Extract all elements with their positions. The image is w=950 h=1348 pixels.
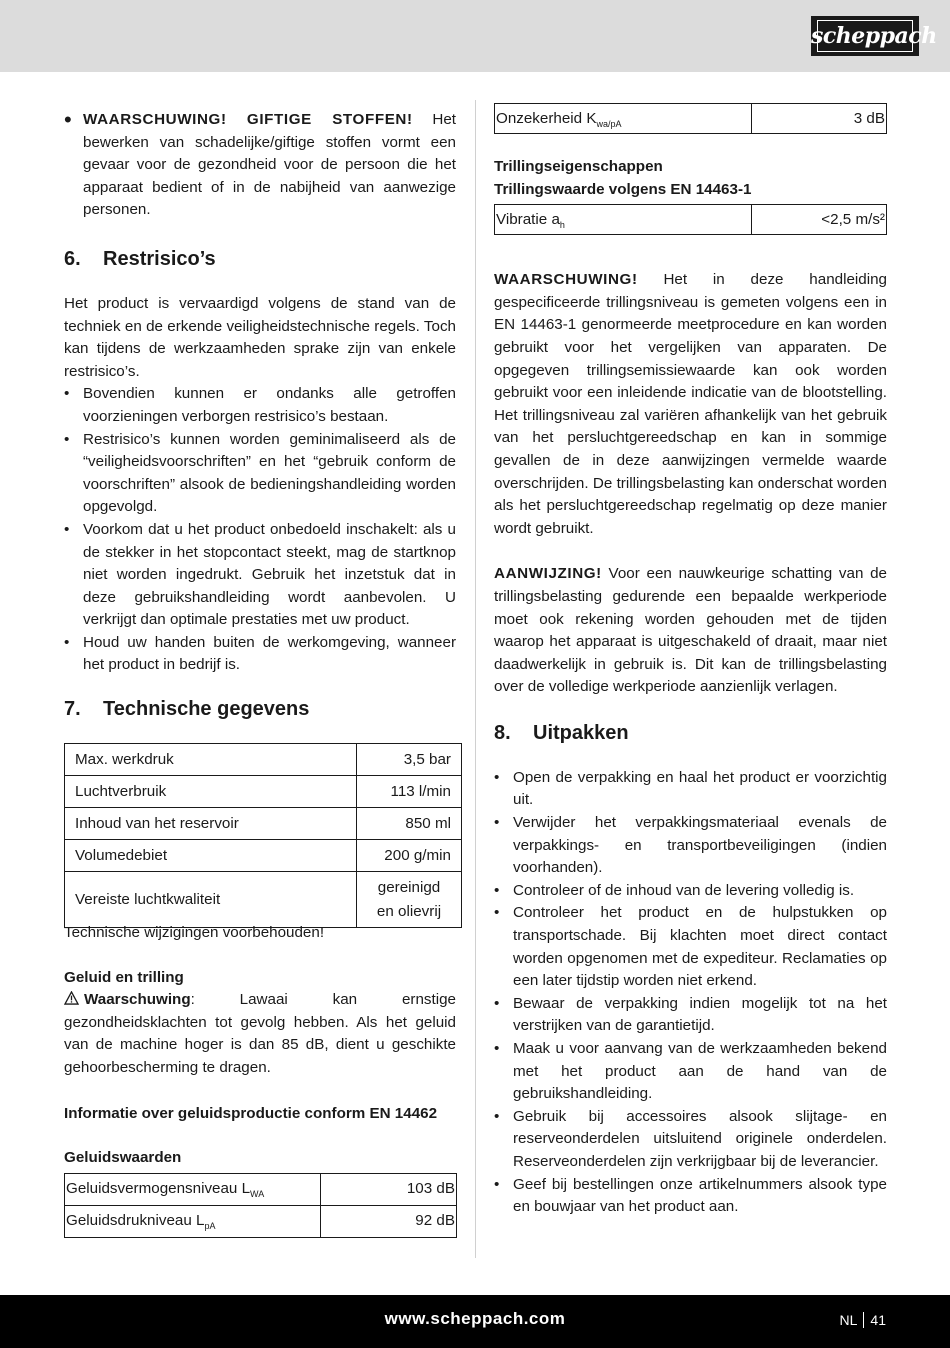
- technical-data-table: [64, 743, 462, 928]
- table-row: [495, 205, 887, 235]
- sound-pressure-label: Geluidsdrukniveau L: [66, 1212, 205, 1230]
- list-item: • Open de verpakking en haal het product er voorzichtig uit.: [494, 767, 887, 812]
- table-cell-value: 3,5 bar: [357, 744, 462, 776]
- vibration-label: Vibratie a: [496, 210, 560, 228]
- sound-power-label: Geluidsvermogensniveau L: [66, 1180, 251, 1198]
- uncertainty-label: Onzekerheid K: [496, 109, 597, 127]
- vibration-warning-text: Het in deze handleiding gespecificeerde trillingsniveau is gemeten volgens een in EN 14463-1 genormeerde meetprocedure en kan worden gebruikt voor het vergelijken van apparaten. De opgegeven trillingsemissiewaarde kan ook worden gebruikt voor een inleidende indicatie van de blootstelling. Het trillingsniveau zal variëren afhankelijk van het gebruik van het persluchtgereedschap en kan in sommige gevallen de in deze aanwijzingen vermelde waarde overschrijden. De trillingsbelasting kan onderschat worden als het persluchtgereedschap regelmatig op deze manier wordt gebruikt.: [494, 271, 887, 537]
- vibration-warning-bold: WAARSCHUWING!: [494, 271, 638, 289]
- noise-warning: [64, 989, 456, 1079]
- brand-logo: scheppach: [811, 16, 919, 56]
- table-row: [65, 808, 462, 840]
- table-row: [65, 1173, 457, 1205]
- table-row: [65, 840, 462, 872]
- section-6-title: Restrisico’s: [103, 247, 216, 270]
- vibration-subheading: Trillingswaarde volgens EN 14463-1: [494, 180, 752, 198]
- table-row: [495, 104, 887, 134]
- list-item: • Bewaar de verpakking indien mogelijk tot na het verstrijken van de garantietijd.: [494, 993, 887, 1038]
- sound-pressure-subscript: pA: [204, 1221, 216, 1232]
- intro-warning-bold: WAARSCHUWING! GIFTIGE STOFFEN!: [83, 111, 413, 128]
- noise-warning-bold: Waarschuwing: [84, 991, 191, 1009]
- section-7-heading: [64, 696, 456, 722]
- header-bar: [0, 0, 950, 72]
- footer-url: www.scheppach.com: [384, 1309, 566, 1328]
- table-cell-label: [65, 1205, 321, 1237]
- vibration-table: [494, 204, 887, 235]
- uncertainty-table: [494, 103, 887, 134]
- noise-info-heading: Informatie over geluidsproductie conform EN 14462: [64, 1104, 438, 1122]
- table-cell-label: Inhoud van het reservoir: [65, 808, 357, 840]
- list-item: • Gebruik bij accessoires alsook slijtage- en reserveonderdelen uitsluitend originele onderdelen. Reserveonderdelen zijn verkrijgbaar bij de leverancier.: [494, 1106, 887, 1174]
- table-cell-value: 200 g/min: [357, 840, 462, 872]
- intro-warning-text: Het bewerken van schadelijke/giftige stoffen vormt een gevaar voor de gezondheid voor de persoon die het apparaat bedient of in de nabijheid van aanwezige personen.: [83, 111, 456, 219]
- section-6-paragraph: Het product is vervaardigd volgens de stand van de techniek en de erkende veiligheidstechnische regels. Toch kan tijdens de werkzaamheden sprake zijn van enkele restrisico’s.: [64, 294, 456, 380]
- uncertainty-subscript: wa/pA: [596, 118, 622, 129]
- section-8-bullets: [494, 767, 887, 1219]
- page-indicator: [840, 1309, 886, 1332]
- table-cell-label: Max. werkdruk: [65, 744, 357, 776]
- table-cell-value: 113 l/min: [357, 776, 462, 808]
- table-cell-value: 103 dB: [321, 1173, 457, 1205]
- table-cell-value: <2,5 m/s²: [752, 205, 887, 235]
- vibration-note-bold: AANWIJZING!: [494, 565, 602, 583]
- page-separator: [863, 1312, 864, 1328]
- vibration-heading: Trillingseigenschappen: [494, 158, 663, 175]
- noise-values-heading: Geluidswaarden: [64, 1149, 182, 1167]
- section-8-number: 8.: [494, 721, 511, 744]
- section-8-title: Uitpakken: [533, 721, 629, 744]
- table-row: [65, 872, 462, 928]
- section-6-bullets: [64, 383, 456, 677]
- vibration-warning: [494, 269, 887, 540]
- list-item: • Restrisico’s kunnen worden geminimaliseerd als de “veiligheidsvoorschriften” en het “gebruik conform de voorschriften” alsook de bedieningshandleiding worden opgevolgd.: [64, 429, 456, 519]
- table-cell-label: Vereiste luchtkwaliteit: [65, 872, 357, 928]
- technical-note: Technische wijzigingen voorbehouden!: [64, 924, 325, 942]
- list-item: • Bovendien kunnen er ondanks alle getroffen voorzieningen verborgen restrisico’s bestaan.: [64, 383, 456, 428]
- section-6-heading: [64, 246, 456, 272]
- table-row: [65, 776, 462, 808]
- sound-power-subscript: WA: [250, 1189, 265, 1200]
- table-cell-value: 850 ml: [357, 808, 462, 840]
- list-item: • Voorkom dat u het product onbedoeld inschakelt: als u de stekker in het stopcontact steekt, mag de startknop niet worden ingedrukt. Gebruik het inzetstuk dat in deze gebruikshandleiding wordt aanbevolen. U verkrijgt dan optimale prestaties met uw product.: [64, 519, 456, 632]
- list-item: • Verwijder het verpakkingsmateriaal evenals de verpakkings- en transportbeveiligingen (indien voorhanden).: [494, 812, 887, 880]
- section-7-number: 7.: [64, 698, 81, 721]
- language-code: NL: [839, 1312, 858, 1328]
- vibration-note-text: Voor een nauwkeurige schatting van de trillingsbelasting gedurende een bepaalde werkperiode moet ook rekening worden gehouden met de tijden waarop het apparaat is uitgeschakeld of draait, maar niet daadwerkelijk in gebruik is. Dit kan de trillingsbelasting over de volledige werkperiode aanzienlijk verlagen.: [494, 565, 887, 696]
- table-cell-label: Luchtverbruik: [65, 776, 357, 808]
- table-cell-value: 3 dB: [752, 104, 887, 134]
- table-cell-label: [65, 1173, 321, 1205]
- vibration-note: [494, 563, 887, 699]
- table-cell-label: Volumedebiet: [65, 840, 357, 872]
- air-quality-line-1: gereinigd: [377, 878, 441, 896]
- noise-warning-text: : Lawaai kan ernstige gezondheidsklachten tot gevolg hebben. Als het geluid van de machine hoger is dan 85 dB, dient u geschikte gehoorbescherming te dragen.: [64, 991, 456, 1077]
- table-row: [65, 1205, 457, 1237]
- left-column: [64, 109, 456, 1238]
- list-item: • Geef bij bestellingen onze artikelnummers alsook type en bouwjaar van het product aan.: [494, 1174, 887, 1219]
- table-cell-value: 92 dB: [321, 1205, 457, 1237]
- list-item: • Controleer of de inhoud van de levering volledig is.: [494, 880, 887, 903]
- section-7-title: Technische gegevens: [103, 698, 310, 721]
- table-cell-value: [357, 872, 462, 928]
- footer-bar: [0, 1295, 950, 1348]
- page-number: 41: [870, 1312, 886, 1328]
- section-6-number: 6.: [64, 247, 81, 270]
- table-cell-label: [495, 205, 752, 235]
- intro-warning-item: [64, 109, 456, 222]
- list-item: • Houd uw handen buiten de werkomgeving, wanneer het product in bedrijf is.: [64, 632, 456, 677]
- list-item: • Controleer het product en de hulpstukken op transportschade. Bij klachten moet direct contact worden opgenomen met de expediteur. Reclamaties op een later tijdstip worden niet erkend.: [494, 902, 887, 992]
- vibration-subscript: h: [559, 219, 565, 230]
- table-row: [65, 744, 462, 776]
- table-cell-label: [495, 104, 752, 134]
- list-item: • Maak u voor aanvang van de werkzaamheden bekend met het product aan de hand van de gebruikshandleiding.: [494, 1038, 887, 1106]
- section-8-heading: [494, 720, 887, 746]
- air-quality-line-2: en olievrij: [376, 902, 442, 920]
- right-column: [494, 103, 887, 1219]
- noise-heading: Geluid en trilling: [64, 968, 184, 986]
- column-divider: [475, 100, 476, 1258]
- intro-warning-list: [64, 109, 456, 222]
- noise-values-table: [64, 1173, 457, 1238]
- warning-triangle-icon: [64, 991, 79, 1005]
